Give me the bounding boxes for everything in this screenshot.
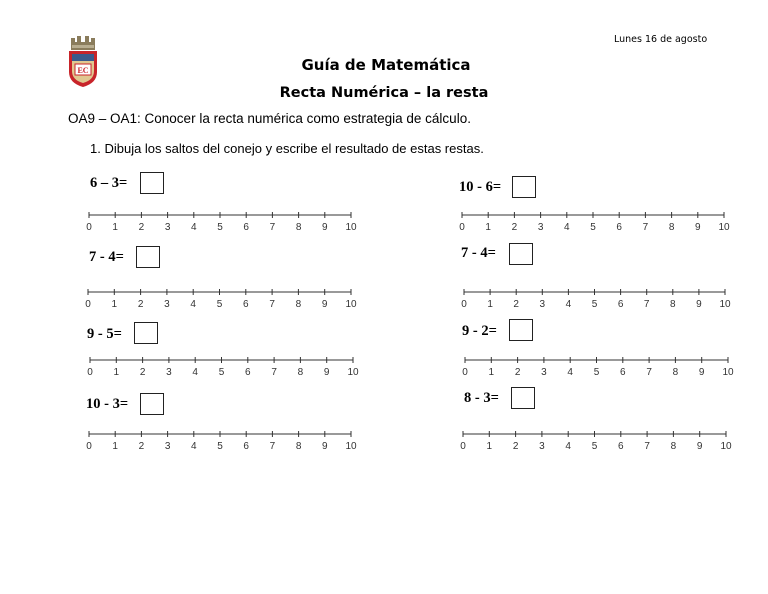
number-line-tick-label: 4 — [191, 441, 197, 452]
exercise-equation: 9 - 2= — [462, 323, 497, 339]
answer-box[interactable] — [511, 387, 535, 409]
number-line-tick-label: 2 — [511, 222, 518, 233]
exercise-equation: 9 - 5= — [87, 326, 122, 342]
number-line-tick-label: 5 — [591, 299, 598, 310]
number-line-tick-label: 10 — [347, 367, 359, 378]
number-line-tick-label: 2 — [139, 367, 146, 378]
number-line-tick-label: 0 — [460, 441, 466, 452]
number-line-tick-label: 0 — [459, 222, 465, 233]
number-line-tick-label: 8 — [668, 222, 675, 233]
number-line-tick-label: 7 — [269, 222, 276, 233]
number-line-tick-label: 1 — [113, 367, 120, 378]
number-line-tick-label: 1 — [112, 441, 118, 452]
number-line — [458, 210, 734, 234]
exercise-equation: 6 – 3= — [90, 175, 128, 191]
number-line-tick-label: 6 — [616, 222, 622, 233]
date-label: Lunes 16 de agosto — [614, 34, 708, 45]
number-line-tick-label: 0 — [461, 299, 467, 310]
number-line-tick-label: 1 — [485, 222, 491, 233]
number-line — [85, 287, 357, 311]
number-line-tick-label: 3 — [164, 299, 170, 310]
number-line-tick-label: 8 — [297, 367, 304, 378]
number-line-tick-label: 2 — [138, 222, 145, 233]
number-line — [86, 429, 358, 453]
number-line-tick-label: 1 — [488, 367, 495, 378]
number-line-tick-label: 10 — [345, 299, 357, 310]
exercise-equation: 8 - 3= — [464, 390, 499, 406]
number-line-tick-label: 3 — [166, 367, 172, 378]
number-line-tick-label: 5 — [593, 367, 600, 378]
number-line-tick-label: 10 — [345, 222, 357, 233]
number-line-tick-label: 8 — [295, 299, 302, 310]
number-line-tick-label: 9 — [696, 299, 702, 310]
number-line-tick-label: 4 — [565, 441, 571, 452]
number-line-tick-label: 9 — [695, 222, 701, 233]
number-line-tick-label: 4 — [191, 222, 197, 233]
number-line-tick-label: 7 — [643, 299, 650, 310]
number-line-tick-label: 6 — [243, 222, 249, 233]
number-line-tick-label: 10 — [722, 367, 734, 378]
number-line-tick-label: 6 — [618, 441, 624, 452]
answer-box[interactable] — [136, 246, 160, 268]
number-line-tick-label: 0 — [86, 222, 92, 233]
page-subtitle: Recta Numérica – la resta — [279, 85, 489, 101]
number-line-tick-label: 5 — [591, 441, 598, 452]
number-line — [87, 355, 359, 379]
number-line-tick-label: 0 — [85, 299, 91, 310]
number-line-tick-label: 0 — [462, 367, 468, 378]
number-line — [86, 210, 358, 234]
number-line-tick-label: 6 — [617, 299, 624, 310]
page-title: Guía de Matemática — [301, 56, 471, 74]
number-line-tick-label: 8 — [295, 441, 302, 452]
number-line-tick-label: 8 — [295, 222, 302, 233]
exercise-equation: 7 - 4= — [89, 249, 124, 265]
number-line-tick-label: 9 — [696, 441, 703, 452]
number-line-tick-label: 10 — [718, 222, 730, 233]
number-line-tick-label: 7 — [642, 222, 649, 233]
answer-box[interactable] — [509, 319, 533, 341]
number-line-tick-label: 7 — [644, 441, 650, 452]
number-line-tick-label: 9 — [321, 299, 328, 310]
number-line-tick-label: 1 — [111, 299, 118, 310]
number-line-tick-label: 6 — [245, 367, 251, 378]
number-line-tick-label: 9 — [322, 441, 328, 452]
number-line-tick-label: 2 — [512, 441, 519, 452]
number-line-tick-label: 5 — [590, 222, 596, 233]
number-line-tick-label: 1 — [487, 299, 493, 310]
number-line-tick-label: 6 — [243, 441, 249, 452]
exercise-equation: 10 - 3= — [86, 396, 129, 412]
number-line-tick-label: 9 — [323, 367, 330, 378]
number-line-tick-label: 9 — [698, 367, 705, 378]
number-line-tick-label: 10 — [345, 441, 357, 452]
number-line-tick-label: 3 — [164, 441, 171, 452]
number-line-tick-label: 5 — [217, 222, 223, 233]
answer-box[interactable] — [140, 393, 164, 415]
answer-box[interactable] — [512, 176, 536, 198]
answer-box[interactable] — [140, 172, 164, 194]
number-line-tick-label: 4 — [567, 367, 573, 378]
exercise-equation: 7 - 4= — [461, 245, 496, 261]
number-line-tick-label: 1 — [486, 441, 493, 452]
number-line-tick-label: 7 — [269, 299, 275, 310]
number-line — [461, 287, 737, 311]
number-line-tick-label: 3 — [541, 367, 547, 378]
number-line-tick-label: 2 — [514, 367, 521, 378]
number-line-tick-label: 3 — [537, 222, 544, 233]
exercise-equation: 10 - 6= — [459, 179, 502, 195]
number-line-tick-label: 6 — [620, 367, 626, 378]
number-line-tick-label: 6 — [243, 299, 249, 310]
number-line-tick-label: 4 — [565, 299, 572, 310]
number-line-tick-label: 10 — [719, 299, 731, 310]
number-line-tick-label: 3 — [539, 441, 545, 452]
number-line-tick-label: 10 — [720, 441, 732, 452]
number-line-tick-label: 5 — [216, 299, 223, 310]
number-line-tick-label: 8 — [670, 299, 676, 310]
number-line-tick-label: 0 — [87, 367, 93, 378]
number-line-tick-label: 1 — [112, 222, 118, 233]
answer-box[interactable] — [134, 322, 158, 344]
number-line-tick-label: 5 — [218, 367, 225, 378]
number-line-tick-label: 3 — [539, 299, 546, 310]
number-line-tick-label: 5 — [217, 441, 223, 452]
logo-text: EC — [77, 66, 89, 75]
number-line-tick-label: 4 — [192, 367, 198, 378]
number-line — [462, 355, 738, 379]
number-line-tick-label: 2 — [513, 299, 519, 310]
number-line-tick-label: 0 — [86, 441, 92, 452]
number-line-tick-label: 2 — [137, 299, 144, 310]
number-line-tick-label: 9 — [322, 222, 328, 233]
exercise-instruction: 1. Dibuja los saltos del conejo y escribe el resultado de estas restas. — [90, 141, 484, 156]
number-line-tick-label: 4 — [190, 299, 196, 310]
number-line-tick-label: 7 — [271, 367, 277, 378]
learning-objective: OA9 – OA1: Conocer la recta numérica como estrategia de cálculo. — [68, 111, 471, 126]
number-line — [460, 429, 736, 453]
number-line-tick-label: 7 — [269, 441, 276, 452]
number-line-tick-label: 3 — [164, 222, 171, 233]
answer-box[interactable] — [509, 243, 533, 265]
number-line-tick-label: 4 — [564, 222, 570, 233]
number-line-tick-label: 8 — [672, 367, 679, 378]
number-line-tick-label: 8 — [670, 441, 677, 452]
number-line-tick-label: 2 — [138, 441, 145, 452]
number-line-tick-label: 7 — [646, 367, 652, 378]
